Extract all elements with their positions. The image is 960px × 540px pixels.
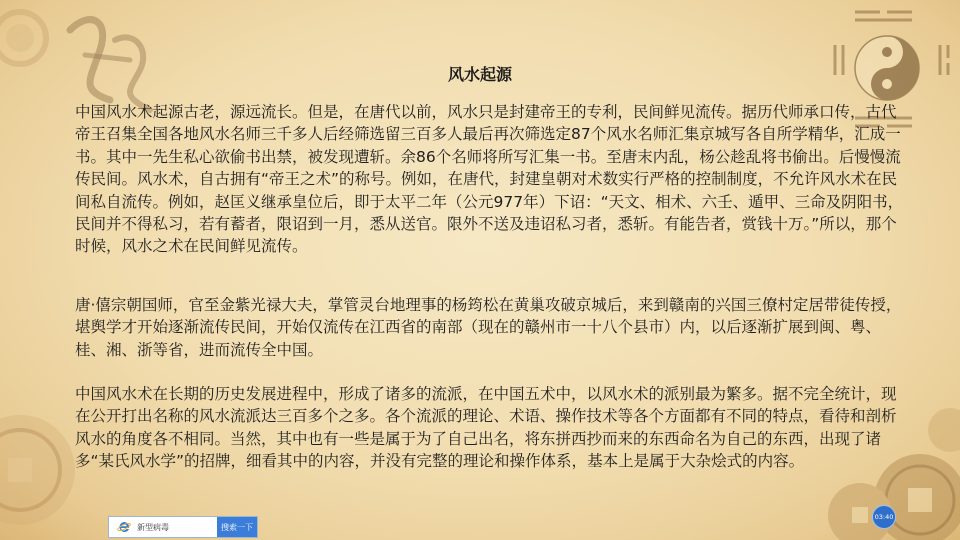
search-button[interactable]: 搜索一下 <box>217 517 257 537</box>
slide-title: 风水起源 <box>447 65 512 84</box>
timer-badge[interactable]: 03:40 <box>872 505 896 529</box>
search-input[interactable]: 新型病毒 <box>137 522 169 532</box>
search-widget <box>108 516 258 538</box>
paragraph-yang-junsong: 唐·僖宗朝国师，官至金紫光禄大夫，掌管灵台地理事的杨筠松在黄巢攻破京城后，来到赣南的兴国三僚村定居带徒传授，堪舆学才开始逐渐流传民间，开始仅流传在江西省的南部（现在的赣州市一十八个县市）内，以后逐渐扩展到闽、粤、桂、湘、浙等省，进而流传全中国。 <box>75 296 902 359</box>
paragraph-schools: 中国风水术在长期的历史发展进程中，形成了诸多的流派，在中国五术中，以风水术的派别最为繁多。据不完全统计，现在公开打出名称的风水流派达三百多个之多。各个流派的理论、术语、操作技术等各个方面都有不同的特点，看待和剖析风水的角度各不相同。当然，其中也有一些是属于为了自己出名，将东拼西抄而来的东西命名为自己的东西，出现了诸多“某氏风水学”的招牌，细看其中的内容，并没有完整的理论和操作体系，基本上是属于大杂烩式的内容。 <box>75 385 897 471</box>
ie-icon[interactable] <box>117 520 131 534</box>
paragraph-origin: 中国风水术起源古老，源远流长。但是，在唐代以前，风水只是封建帝王的专利，民间鲜见流传。据历代师承口传，古代帝王召集全国各地风水名师三千多人后经筛选留三百多人最后再次筛选定87个风水名师汇集京城写各自所学精华，汇成一书。其中一先生私心欲偷书出禁，被发现遭斩。余86个名师将所写汇集一书。至唐末内乱，杨公趁乱将书偷出。后慢慢流传民间。风水术，自古拥有“帝王之术”的称号。例如，在唐代，封建皇朝对术数实行严格的控制制度，不允许风水术在民间私自流传。例如，赵匡义继承皇位后，即于太平二年（公元977年）下诏：“天文、相术、六壬、遁甲、三命及阴阳书，民间并不得私习，若有蓄者，限诏到一月，悉从送官。限外不送及违诏私习者，悉斩。有能告者，赏钱十万。”所以，那个时候，风水之术在民间鲜见流传。 <box>75 103 904 256</box>
